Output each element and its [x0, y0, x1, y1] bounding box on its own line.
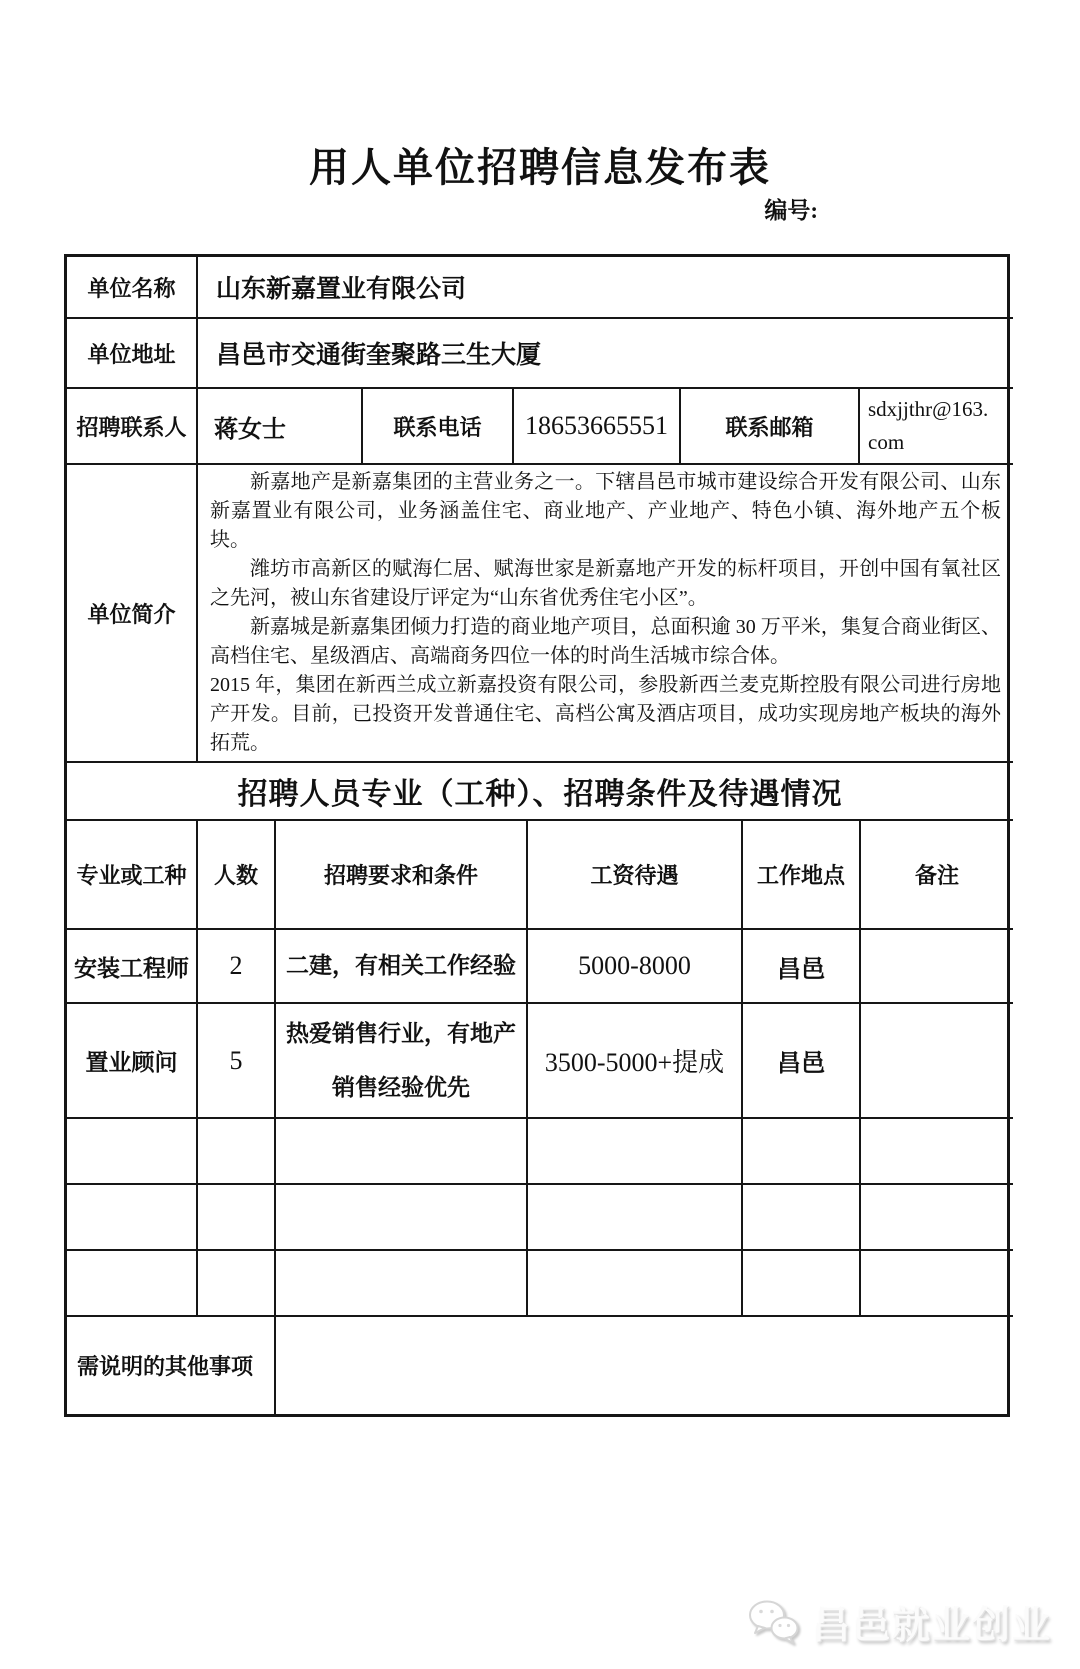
- empty-cell: [860, 1250, 1013, 1316]
- empty-job-row: [67, 1184, 1013, 1250]
- job-salary: 3500-5000+提成: [527, 1003, 742, 1118]
- other-notes-label: 需说明的其他事项: [67, 1316, 275, 1414]
- email-value: sdxjjthr@163.com: [859, 388, 1013, 464]
- phone-value: 18653665551: [513, 388, 680, 464]
- requirement-line: 二建，有相关工作经验: [286, 953, 516, 978]
- empty-cell: [742, 1118, 860, 1184]
- empty-cell: [527, 1118, 742, 1184]
- other-notes-value: [275, 1316, 1013, 1414]
- empty-cell: [67, 1118, 197, 1184]
- empty-cell: [527, 1250, 742, 1316]
- table-row-unit-name: [67, 257, 1013, 318]
- contact-person-value: 蒋女士: [197, 388, 362, 464]
- table-row-column-headers: [67, 820, 1013, 929]
- phone-label: 联系电话: [362, 388, 513, 464]
- company-profile-text: [197, 464, 1013, 762]
- empty-job-row: [67, 1250, 1013, 1316]
- company-info-table: [67, 257, 1013, 763]
- empty-cell: [742, 1250, 860, 1316]
- empty-cell: [197, 1184, 275, 1250]
- empty-job-row: [67, 1118, 1013, 1184]
- column-header-salary: 工资待遇: [527, 820, 742, 929]
- empty-cell: [67, 1250, 197, 1316]
- recruitment-form-table: [64, 254, 1010, 1417]
- table-row-contact: [67, 388, 1013, 464]
- contact-person-label: 招聘联系人: [67, 388, 197, 464]
- table-row-other-notes: [67, 1316, 1013, 1414]
- job-count: 2: [197, 929, 275, 1003]
- unit-address-label: 单位地址: [67, 318, 197, 388]
- empty-cell: [275, 1118, 527, 1184]
- column-header-post: 专业或工种: [67, 820, 197, 929]
- watermark: [746, 1594, 1052, 1649]
- column-header-notes: 备注: [860, 820, 1013, 929]
- empty-cell: [860, 1184, 1013, 1250]
- column-header-requirements: 招聘要求和条件: [275, 820, 527, 929]
- job-salary: 5000-8000: [527, 929, 742, 1003]
- job-location: 昌邑: [742, 1003, 860, 1118]
- table-row-company-profile: [67, 464, 1013, 762]
- wechat-icon: [746, 1598, 802, 1646]
- job-row: [67, 929, 1013, 1003]
- page-title: 用人单位招聘信息发布表: [309, 145, 771, 190]
- profile-paragraph: 新嘉城是新嘉集团倾力打造的商业地产项目，总面积逾 30 万平米，集复合商业街区、高档住宅、星级酒店、高端商务四位一体的时尚生活城市综合体。: [210, 616, 1002, 667]
- watermark-text: 昌邑就业创业: [811, 1605, 1052, 1647]
- requirement-line: 销售经验优先: [332, 1074, 470, 1100]
- job-row: [67, 1003, 1013, 1118]
- job-positions-table: [67, 763, 1013, 1414]
- email-label: 联系邮箱: [680, 388, 859, 464]
- unit-name-value: 山东新嘉置业有限公司: [197, 257, 1013, 318]
- empty-cell: [527, 1184, 742, 1250]
- job-note: [860, 929, 1013, 1003]
- job-requirements: [275, 929, 527, 1003]
- job-note: [860, 1003, 1013, 1118]
- empty-cell: [197, 1118, 275, 1184]
- job-post: 置业顾问: [67, 1003, 197, 1118]
- table-row-unit-address: [67, 318, 1013, 388]
- job-post: 安装工程师: [67, 929, 197, 1003]
- job-location: 昌邑: [742, 929, 860, 1003]
- unit-address-value: 昌邑市交通街奎聚路三生大厦: [197, 318, 1013, 388]
- table-row-section-title: [67, 763, 1013, 820]
- company-profile-label: 单位简介: [67, 464, 197, 762]
- empty-cell: [275, 1184, 527, 1250]
- column-header-location: 工作地点: [742, 820, 860, 929]
- empty-cell: [197, 1250, 275, 1316]
- empty-cell: [275, 1250, 527, 1316]
- empty-cell: [67, 1184, 197, 1250]
- unit-name-label: 单位名称: [67, 257, 197, 318]
- profile-paragraph: 潍坊市高新区的赋海仁居、赋海世家是新嘉地产开发的标杆项目，开创中国有氧社区之先河，被山东省建设厅评定为“山东省优秀住宅小区”。: [210, 558, 1002, 609]
- empty-cell: [860, 1118, 1013, 1184]
- profile-paragraph: 新嘉地产是新嘉集团的主营业务之一。下辖昌邑市城市建设综合开发有限公司、山东新嘉置业有限公司，业务涵盖住宅、商业地产、产业地产、特色小镇、海外地产五个板块。: [210, 471, 1002, 551]
- document-page: [0, 142, 1080, 1669]
- empty-cell: [742, 1184, 860, 1250]
- serial-number-label: 编号:: [764, 198, 818, 223]
- jobs-section-title: 招聘人员专业（工种）、招聘条件及待遇情况: [67, 763, 1013, 820]
- requirement-line: 热爱销售行业，有地产: [286, 1020, 516, 1046]
- column-header-count: 人数: [197, 820, 275, 929]
- profile-paragraph: 2015 年，集团在新西兰成立新嘉投资有限公司，参股新西兰麦克斯控股有限公司进行房地产开发。目前，已投资开发普通住宅、高档公寓及酒店项目，成功实现房地产板块的海外拓荒。: [210, 674, 1002, 754]
- job-requirements: [275, 1003, 527, 1118]
- job-count: 5: [197, 1003, 275, 1118]
